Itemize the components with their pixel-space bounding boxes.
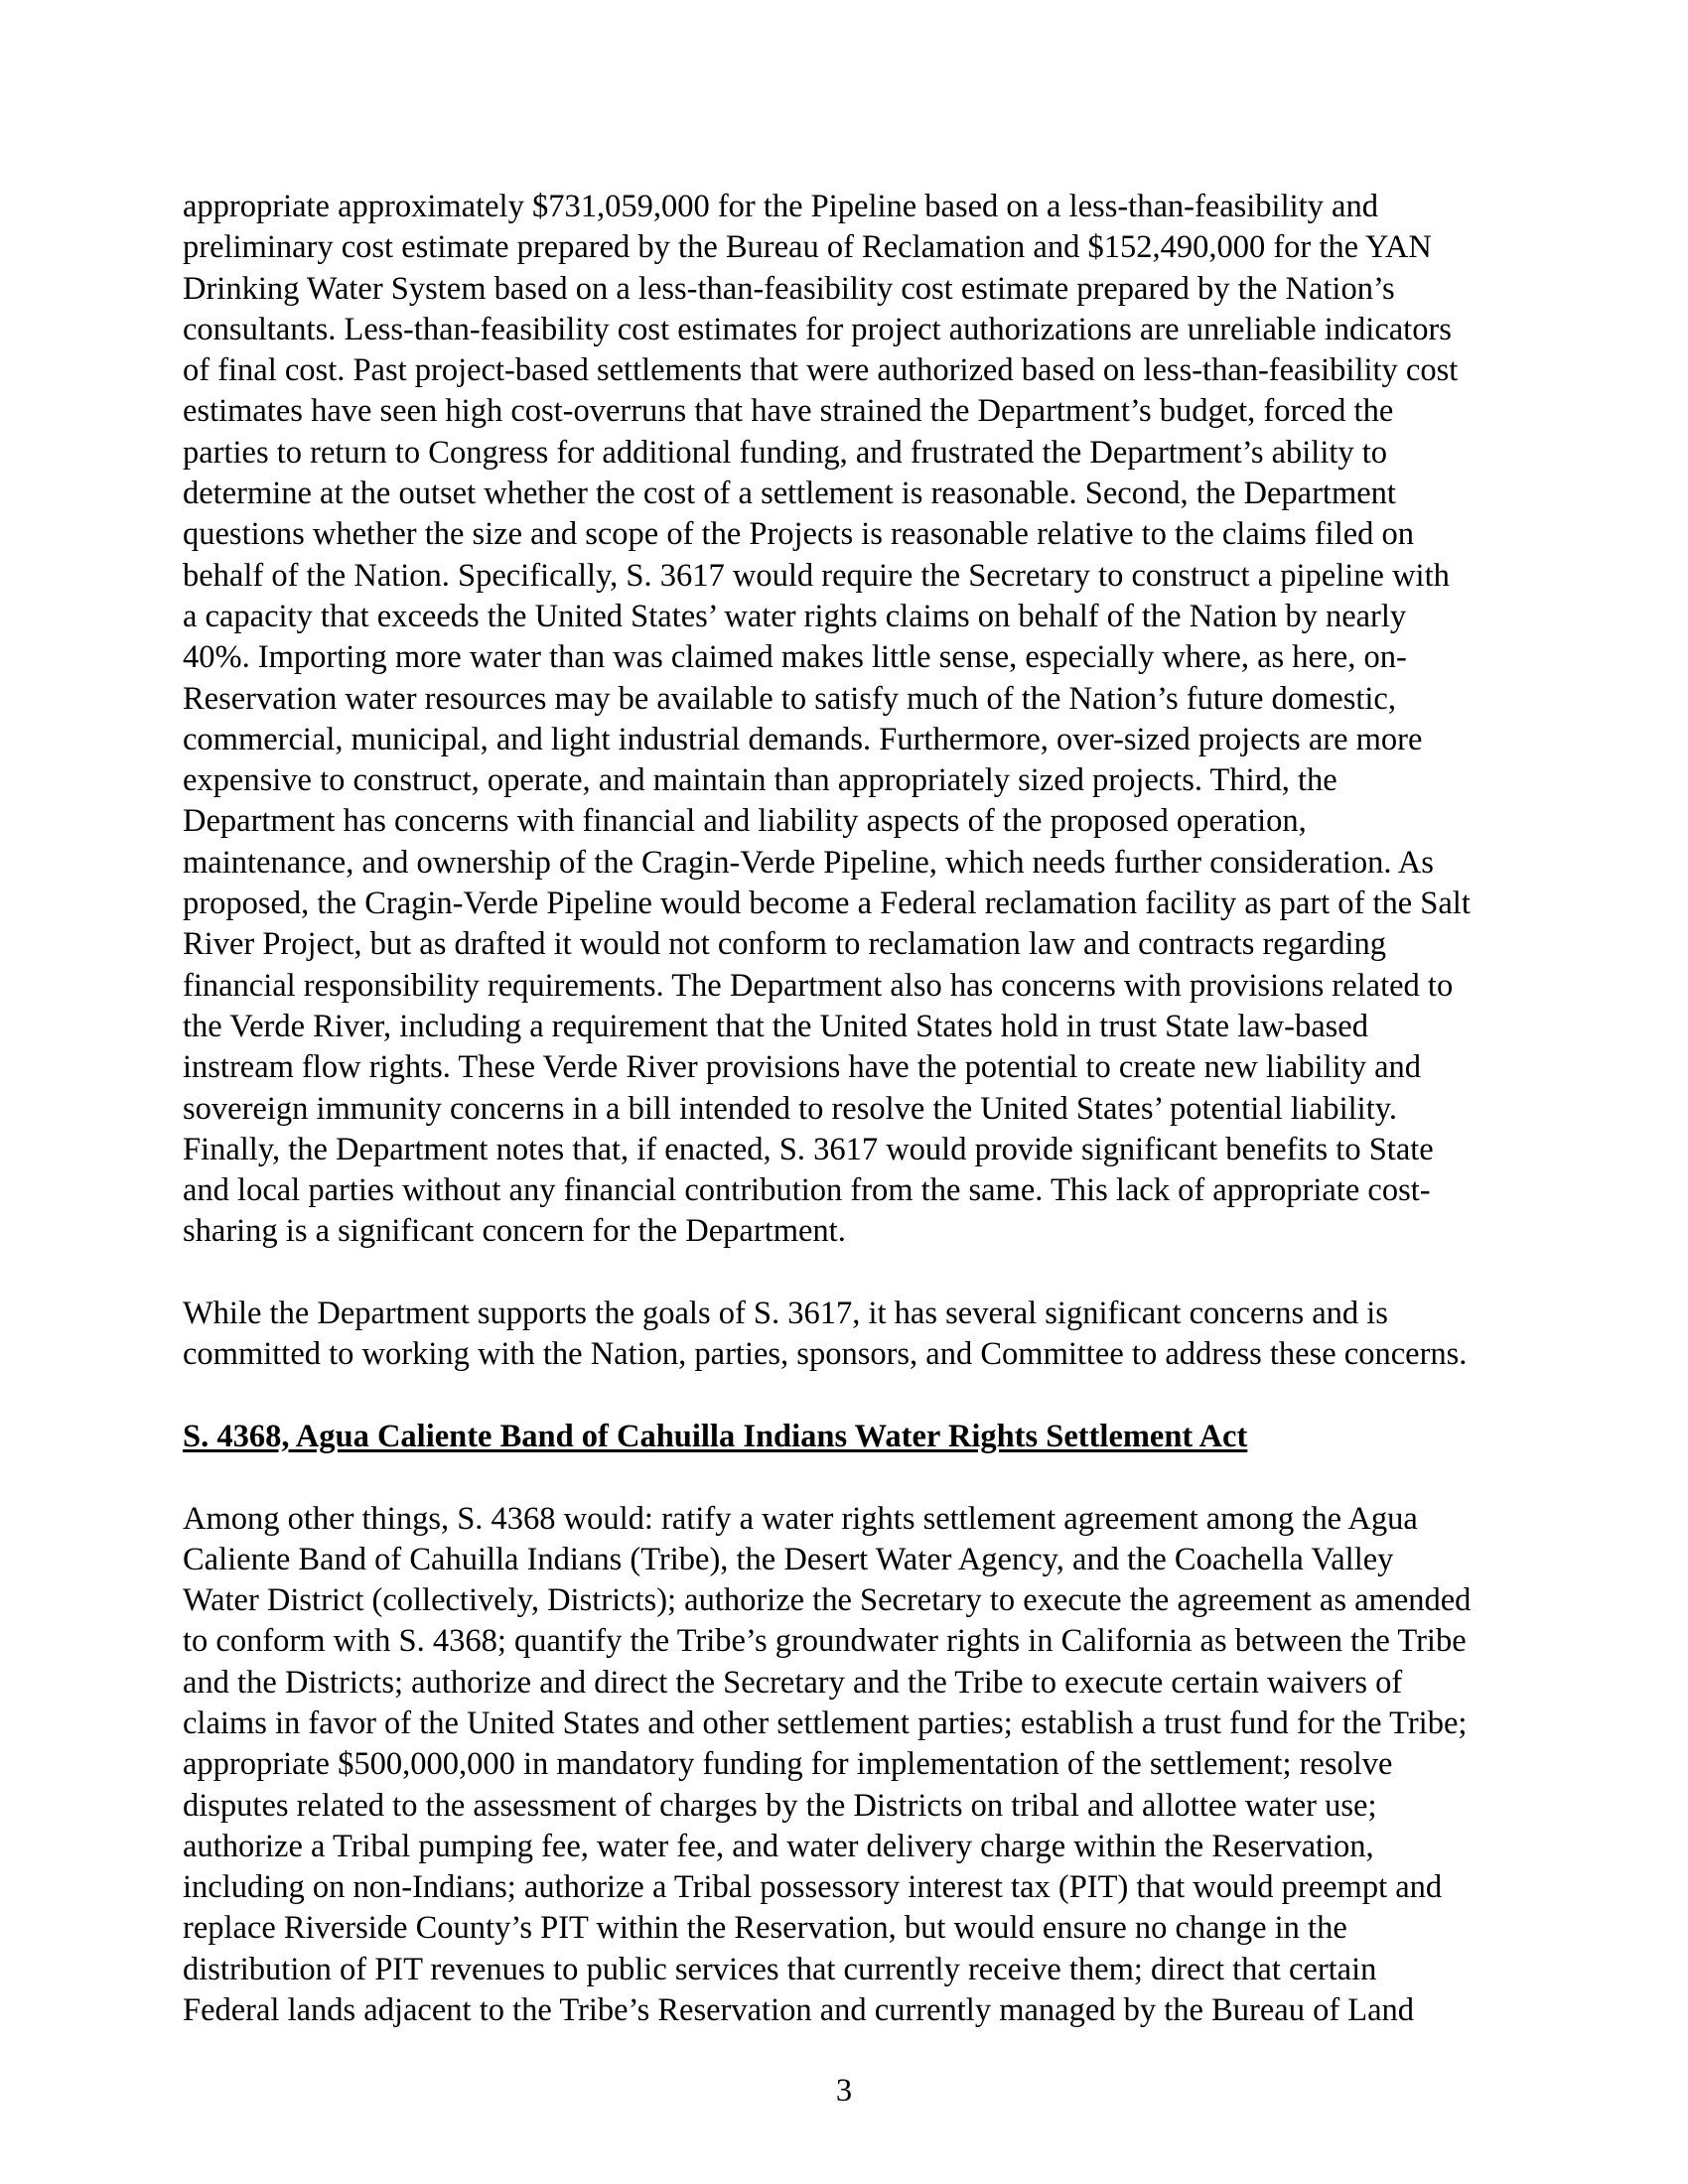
text-line: the Verde River, including a requirement that the United States hold in trust State law-based bbox=[183, 1008, 1368, 1044]
text-line: Federal lands adjacent to the Tribe’s Reservation and currently managed by the Bureau of Land bbox=[183, 1992, 1415, 2029]
text-line: proposed, the Cragin-Verde Pipeline would become a Federal reclamation facility as part of the Salt bbox=[183, 886, 1471, 922]
text-line: Drinking Water System based on a less-than-feasibility cost estimate prepared by the Nation’s bbox=[183, 270, 1395, 307]
text-line: sharing is a significant concern for the Department. bbox=[183, 1213, 846, 1250]
paragraph-gap bbox=[183, 1376, 1513, 1417]
text-line: preliminary cost estimate prepared by the Bureau of Reclamation and $152,490,000 for the YAN bbox=[183, 229, 1432, 266]
text-line: disputes related to the assessment of charges by the Districts on tribal and allottee water use; bbox=[183, 1787, 1377, 1824]
text-line: appropriate $500,000,000 in mandatory funding for implementation of the settlement; resolve bbox=[183, 1746, 1393, 1783]
paragraph-3 bbox=[183, 1499, 1513, 2032]
text-line: instream flow rights. These Verde River provisions have the potential to create new liability and bbox=[183, 1049, 1422, 1086]
text-line: and local parties without any financial contribution from the same. This lack of appropriate cost- bbox=[183, 1172, 1431, 1209]
text-line: Finally, the Department notes that, if enacted, S. 3617 would provide significant benefits to State bbox=[183, 1131, 1434, 1167]
text-line: a capacity that exceeds the United States’ water rights claims on behalf of the Nation by nearly bbox=[183, 598, 1407, 634]
paragraph-1 bbox=[183, 187, 1513, 1253]
text-line: claims in favor of the United States and other settlement parties; establish a trust fund for the Tribe; bbox=[183, 1705, 1468, 1741]
text-line: parties to return to Congress for additional funding, and frustrated the Department’s ability to bbox=[183, 434, 1388, 471]
text-line: to conform with S. 4368; quantify the Tribe’s groundwater rights in California as between the Tribe bbox=[183, 1623, 1467, 1660]
document-body bbox=[183, 187, 1513, 2031]
text-line: Water District (collectively, Districts); authorize the Secretary to execute the agreement as amended bbox=[183, 1582, 1472, 1619]
text-line: Department has concerns with financial and liability aspects of the proposed operation, bbox=[183, 803, 1307, 840]
text-line: sovereign immunity concerns in a bill intended to resolve the United States’ potential liability. bbox=[183, 1090, 1397, 1127]
text-line: including on non-Indians; authorize a Tribal possessory interest tax (PIT) that would preempt and bbox=[183, 1869, 1443, 1906]
text-line: financial responsibility requirements. The Department also has concerns with provisions related to bbox=[183, 967, 1454, 1004]
text-line: authorize a Tribal pumping fee, water fee, and water delivery charge within the Reservation, bbox=[183, 1828, 1374, 1864]
text-line: Among other things, S. 4368 would: ratify a water rights settlement agreement among the Agua bbox=[183, 1500, 1418, 1537]
text-line: distribution of PIT revenues to public services that currently receive them; direct that certain bbox=[183, 1951, 1377, 1987]
paragraph-2 bbox=[183, 1294, 1513, 1376]
text-line: consultants. Less-than-feasibility cost estimates for project authorizations are unreliable indicators bbox=[183, 311, 1452, 347]
text-line: committed to working with the Nation, parties, sponsors, and Committee to address these concerns. bbox=[183, 1336, 1468, 1373]
text-line: and the Districts; authorize and direct the Secretary and the Tribe to execute certain waivers of bbox=[183, 1664, 1403, 1701]
section-heading: S. 4368, Agua Caliente Band of Cahuilla Indians Water Rights Settlement Act bbox=[183, 1418, 1248, 1454]
text-line: determine at the outset whether the cost of a settlement is reasonable. Second, the Department bbox=[183, 476, 1396, 512]
text-line: 40%. Importing more water than was claimed makes little sense, especially where, as here, on- bbox=[183, 639, 1407, 676]
text-line: questions whether the size and scope of the Projects is reasonable relative to the claims filed on bbox=[183, 516, 1415, 553]
text-line: River Project, but as drafted it would not conform to reclamation law and contracts regarding bbox=[183, 926, 1387, 963]
text-line: While the Department supports the goals of S. 3617, it has several significant concerns and is bbox=[183, 1296, 1388, 1332]
text-line: Reservation water resources may be available to satisfy much of the Nation’s future domestic, bbox=[183, 680, 1396, 717]
paragraph-gap bbox=[183, 1253, 1513, 1294]
page-number: 3 bbox=[835, 2073, 853, 2109]
text-line: of final cost. Past project-based settlements that were authorized based on less-than-feasibility cost bbox=[183, 352, 1459, 389]
text-line: behalf of the Nation. Specifically, S. 3617 would require the Secretary to construct a pipeline with bbox=[183, 557, 1450, 594]
text-line: maintenance, and ownership of the Cragin-Verde Pipeline, which needs further consideration. As bbox=[183, 844, 1434, 881]
text-line: estimates have seen high cost-overruns that have strained the Department’s budget, forced the bbox=[183, 393, 1394, 430]
text-line: appropriate approximately $731,059,000 for the Pipeline based on a less-than-feasibility and bbox=[183, 189, 1378, 224]
text-line: commercial, municipal, and light industrial demands. Furthermore, over-sized projects are more bbox=[183, 721, 1423, 757]
paragraph-gap bbox=[183, 1457, 1513, 1498]
text-line: expensive to construct, operate, and maintain than appropriately sized projects. Third, the bbox=[183, 762, 1337, 799]
text-line: Caliente Band of Cahuilla Indians (Tribe), the Desert Water Agency, and the Coachella Valley bbox=[183, 1541, 1394, 1577]
text-line: replace Riverside County’s PIT within the Reservation, but would ensure no change in the bbox=[183, 1910, 1347, 1947]
